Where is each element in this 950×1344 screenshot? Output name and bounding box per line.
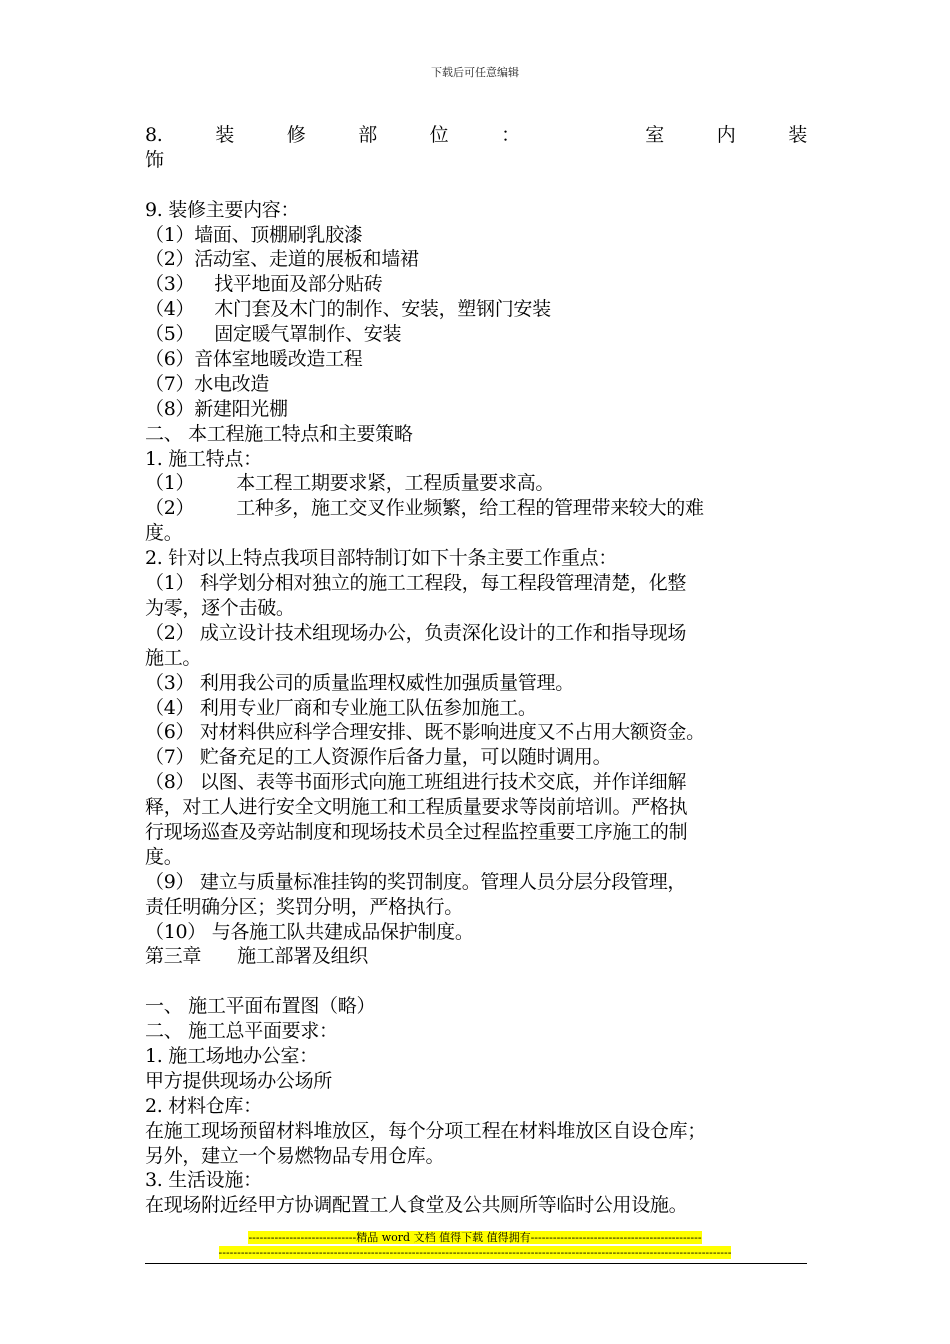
section-heading: 二、 施工总平面要求： — [145, 1020, 338, 1043]
subsection-heading: 2. 针对以上特点我项目部特制订如下十条主要工作重点： — [145, 547, 618, 570]
list-item: （7）水电改造 — [145, 372, 269, 395]
text-line: 释，对工人进行安全文明施工和工程质量要求等岗前培训。严格执 — [145, 796, 688, 819]
spaced-char: 修 — [286, 124, 306, 146]
section-heading: 9. 装修主要内容： — [145, 198, 300, 221]
spaced-char: 位 — [429, 124, 449, 146]
list-item: （1） 科学划分相对独立的施工工程段，每工程段管理清楚，化整 — [145, 572, 687, 595]
text-line: 施工。 — [145, 646, 202, 669]
list-item: （10） 与各施工队共建成品保护制度。 — [145, 920, 474, 943]
list-item: （7） 贮备充足的工人资源作后备力量，可以随时调用。 — [145, 746, 612, 769]
text-line: 在施工现场预留材料堆放区，每个分项工程在材料堆放区自设仓库； — [145, 1119, 707, 1142]
list-item: （9） 建立与质量标准挂钩的奖罚制度。管理人员分层分段管理， — [145, 870, 687, 893]
list-item: （3） 找平地面及部分贴砖 — [145, 273, 383, 296]
text-line: 责任明确分区；奖罚分明，严格执行。 — [145, 895, 463, 918]
list-item: （4） 木门套及木门的制作、安装，塑钢门安装 — [145, 298, 551, 321]
footer-divider — [145, 1263, 807, 1264]
list-item: （2）活动室、走道的展板和墙裙 — [145, 248, 419, 271]
text-line: 在现场附近经甲方协调配置工人食堂及公共厕所等临时公用设施。 — [145, 1194, 688, 1217]
list-item: （8）新建阳光棚 — [145, 397, 288, 420]
list-item: （3） 利用我公司的质量监理权威性加强质量管理。 — [145, 671, 574, 694]
spaced-char: 装 — [788, 124, 807, 146]
list-item: （6） 对材料供应科学合理安排、既不影响进度又不占用大额资金。 — [145, 721, 705, 744]
text-line: 另外，建立一个易燃物品专用仓库。 — [145, 1144, 445, 1167]
spaced-char: 内 — [716, 124, 736, 146]
footer-banner-bottom: ------------------------------------------------------------------------------------------------------------------------------------------ — [218, 1246, 732, 1259]
subsection-heading: 3. 生活设施： — [145, 1169, 262, 1192]
text-line: 饰 — [145, 148, 164, 171]
page-header: 下载后可任意编辑 — [431, 66, 519, 79]
subsection-heading: 2. 材料仓库： — [145, 1094, 262, 1117]
list-item: （2） 工种多，施工交叉作业频繁，给工程的管理带来较大的难 — [145, 497, 704, 520]
text-line: 为零，逐个击破。 — [145, 596, 295, 619]
subsection-heading: 1. 施工特点： — [145, 447, 262, 470]
spaced-char: 部 — [358, 124, 377, 146]
text-line: 行现场巡查及旁站制度和现场技术员全过程监控重要工序施工的制 — [145, 820, 688, 843]
item-number: 8. — [145, 124, 163, 146]
text-line: 度。 — [145, 845, 183, 868]
subsection-heading: 1. 施工场地办公室： — [145, 1044, 318, 1067]
list-item: （2） 成立设计技术组现场办公，负责深化设计的工作和指导现场 — [145, 621, 687, 644]
document-body — [145, 123, 807, 1218]
list-item: （8） 以图、表等书面形式向施工班组进行技术交底，并作详细解 — [145, 771, 687, 794]
list-item: （1） 本工程工期要求紧，工程质量要求高。 — [145, 472, 555, 495]
chapter-heading: 第三章 施工部署及组织 — [145, 945, 369, 968]
spaced-char: 装 — [215, 124, 234, 146]
text-line: 度。 — [145, 522, 183, 545]
footer-banner-top: -----------------------------精品 word 文档 值得下载 值得拥有---------------------------------------------- — [248, 1231, 702, 1244]
list-item: （1）墙面、顶棚刷乳胶漆 — [145, 223, 363, 246]
section-heading: 二、 本工程施工特点和主要策略 — [145, 422, 413, 445]
spaced-char: ： — [501, 124, 520, 146]
list-item: （5） 固定暖气罩制作、安装 — [145, 323, 402, 346]
text-line: 甲方提供现场办公场所 — [145, 1069, 333, 1092]
section-heading: 一、 施工平面布置图（略） — [145, 995, 376, 1018]
list-item: （6）音体室地暖改造工程 — [145, 348, 363, 371]
list-item: （4） 利用专业厂商和专业施工队伍参加施工。 — [145, 696, 537, 719]
spaced-char: 室 — [645, 124, 664, 146]
item-8-line — [145, 123, 807, 148]
